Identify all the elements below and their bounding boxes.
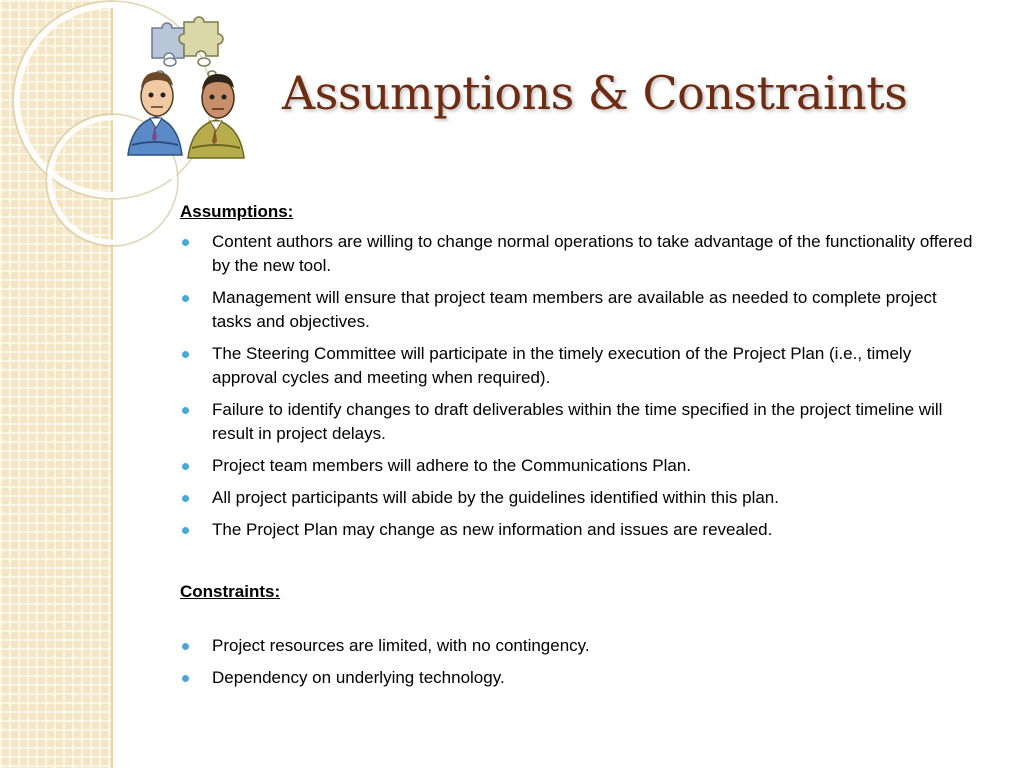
assumption-text: Management will ensure that project team members are available as needed to complete project tasks and objectives. — [212, 288, 937, 331]
assumption-text: All project participants will abide by the guidelines identified within this plan. — [212, 488, 779, 507]
assumption-item — [180, 342, 980, 390]
assumption-item — [180, 230, 980, 278]
assumption-text: Content authors are willing to change normal operations to take advantage of the functionality offered by the new tool. — [212, 232, 973, 275]
bullet-dot-icon — [182, 239, 189, 246]
bullet-dot-icon — [182, 295, 189, 302]
bullet-dot-icon — [182, 495, 189, 502]
assumption-item — [180, 518, 980, 542]
assumption-text: The Steering Committee will participate in the timely execution of the Project Plan (i.e., timely approval cycles and meeting when required). — [212, 344, 912, 387]
constraints-list — [180, 634, 980, 690]
slide-title: Assumptions & Constraints — [282, 66, 908, 120]
constraint-text: Project resources are limited, with no contingency. — [212, 636, 590, 655]
bullet-dot-icon — [182, 463, 189, 470]
assumptions-list — [180, 230, 980, 542]
bullet-dot-icon — [182, 407, 189, 414]
assumption-item — [180, 398, 980, 446]
bullet-dot-icon — [182, 643, 189, 650]
constraint-text: Dependency on underlying technology. — [212, 668, 505, 687]
bullet-dot-icon — [182, 351, 189, 358]
assumption-item — [180, 486, 980, 510]
puzzle-thinking-people-icon — [0, 0, 260, 170]
bullet-dot-icon — [182, 675, 189, 682]
assumption-item — [180, 286, 980, 334]
constraints-heading: Constraints: — [180, 582, 281, 601]
assumption-text: Failure to identify changes to draft deliverables within the time specified in the project timeline will result in project delays. — [212, 400, 943, 443]
assumption-text: The Project Plan may change as new information and issues are revealed. — [212, 520, 773, 539]
constraint-item — [180, 666, 980, 690]
constraint-item — [180, 634, 980, 658]
assumptions-heading: Assumptions: — [180, 202, 294, 221]
assumption-item — [180, 454, 980, 478]
slide-content — [180, 200, 980, 698]
assumption-text: Project team members will adhere to the Communications Plan. — [212, 456, 692, 475]
bullet-dot-icon — [182, 527, 189, 534]
